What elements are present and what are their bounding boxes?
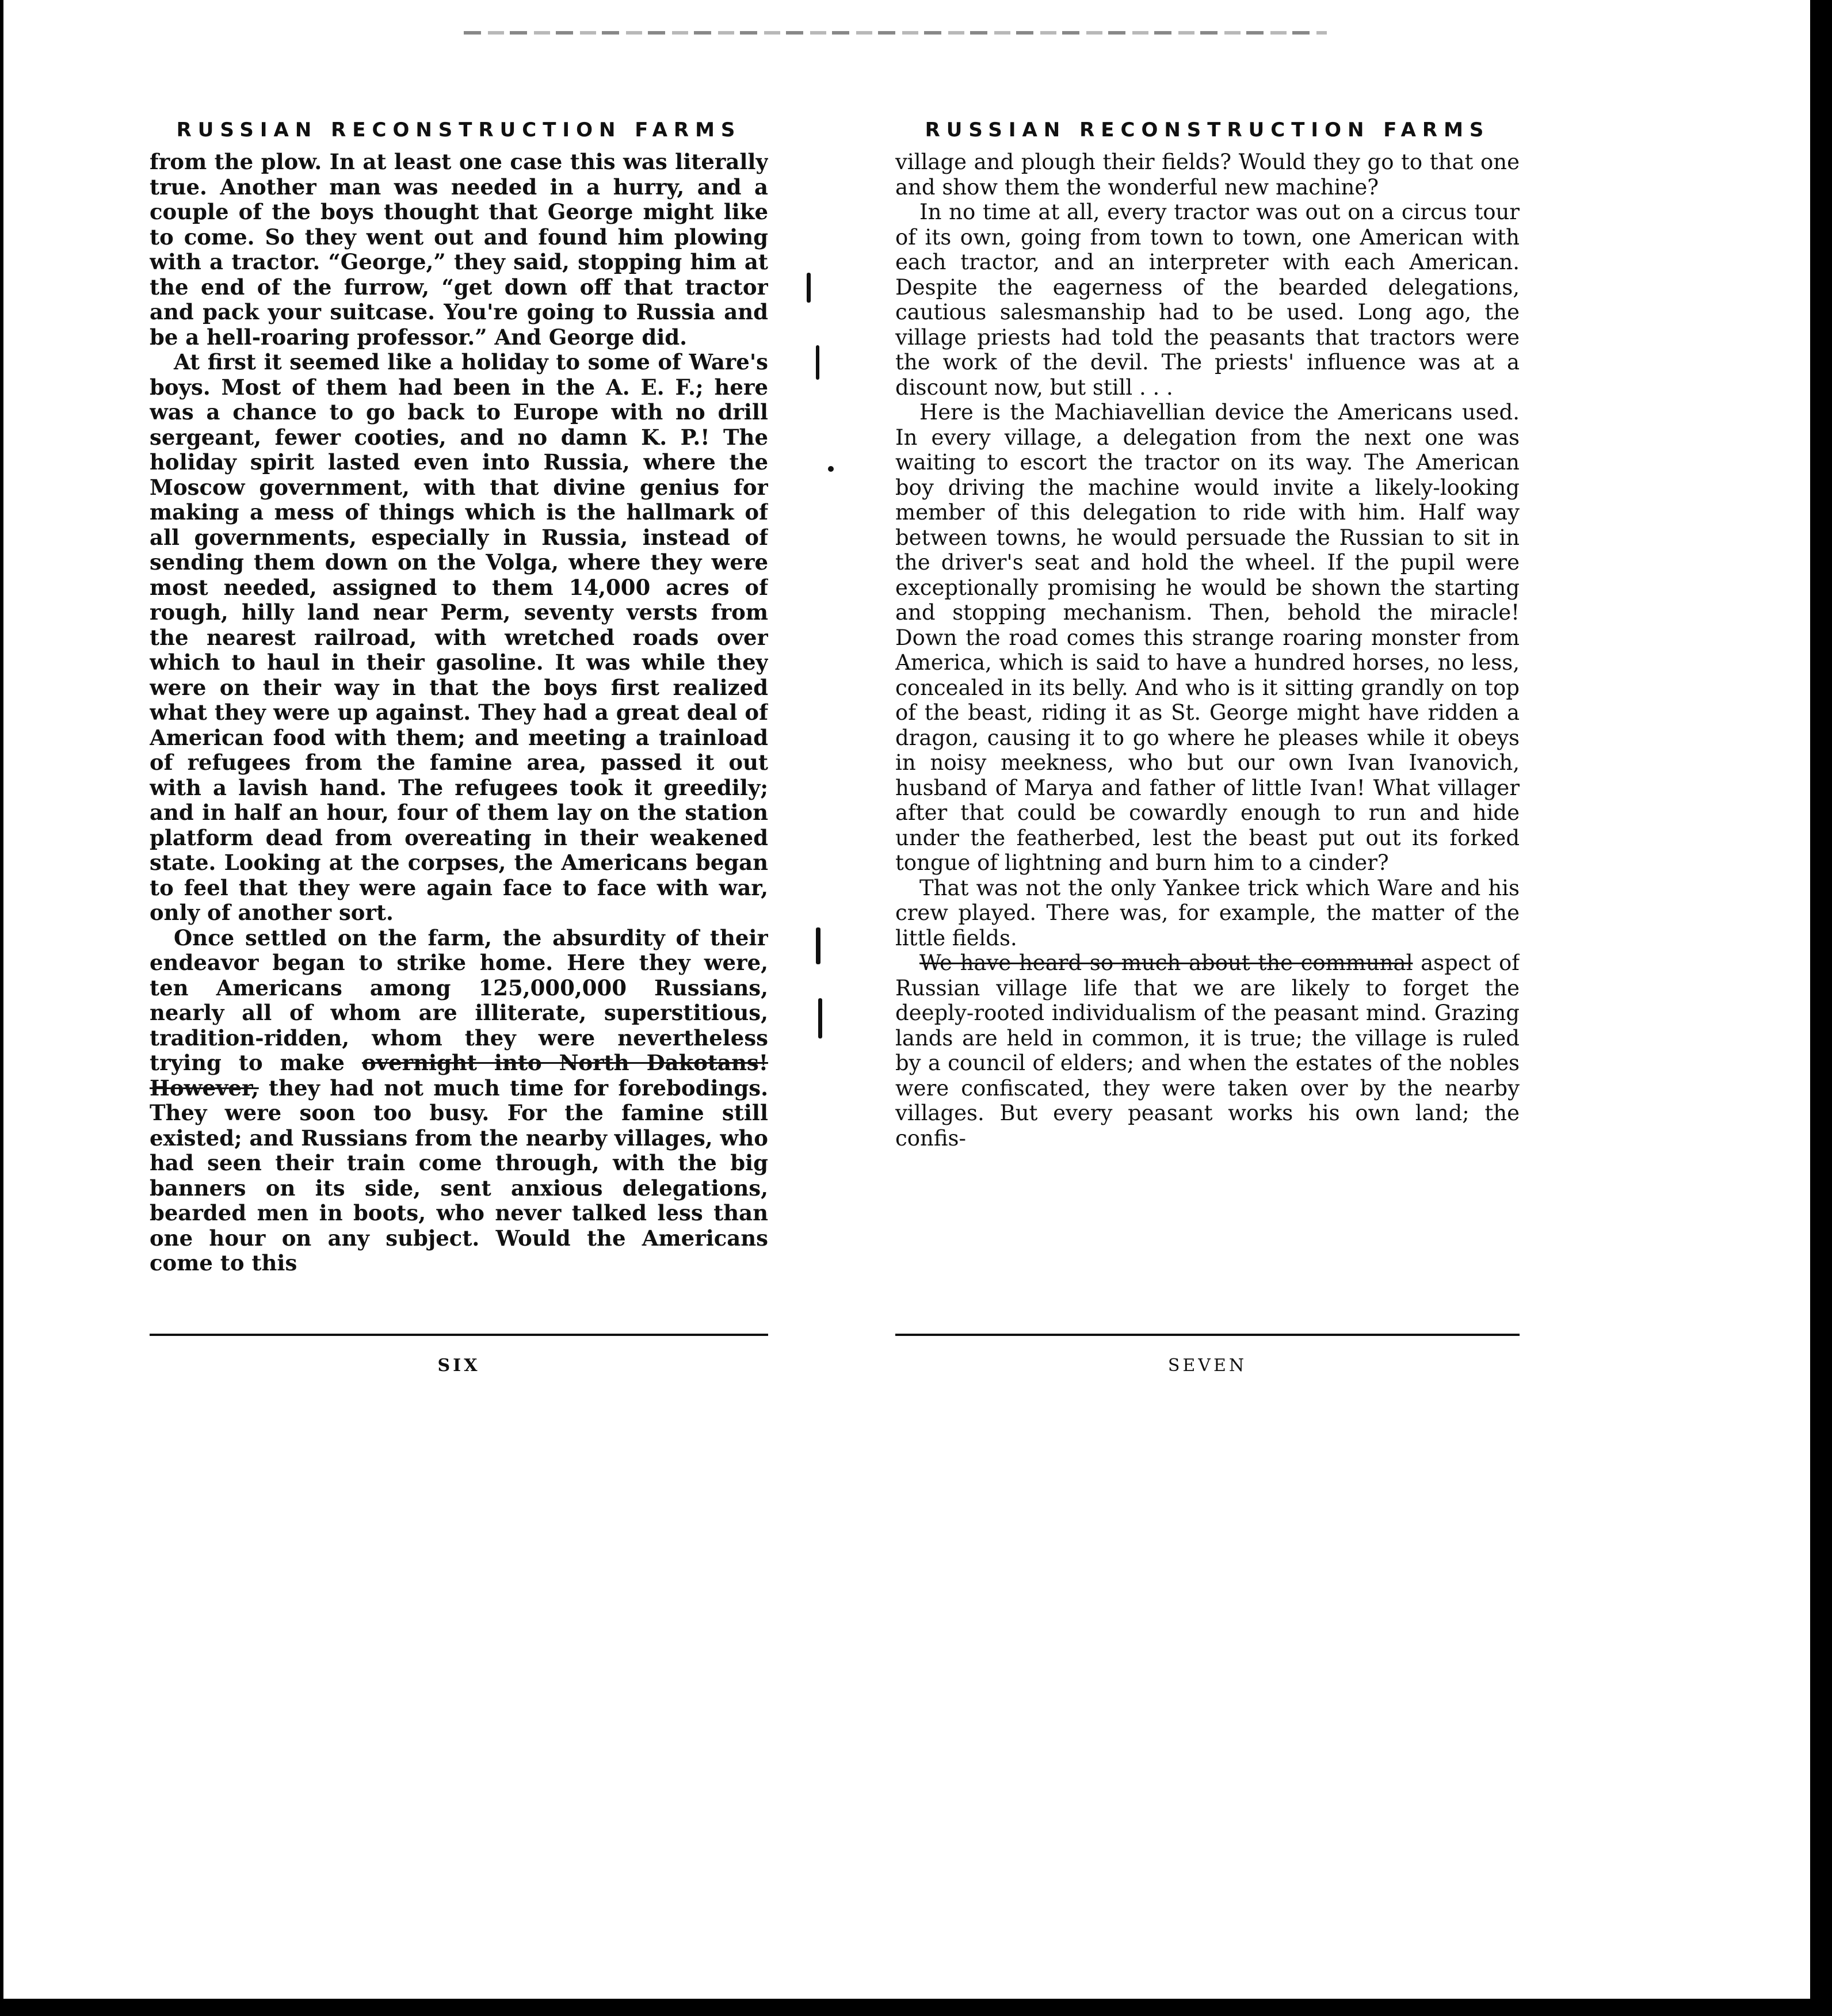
right-page bbox=[895, 115, 1520, 1376]
right-paragraph-5 bbox=[895, 950, 1520, 1151]
margin-mark bbox=[816, 345, 819, 380]
left-page bbox=[150, 115, 768, 1376]
left-paragraph-2: At first it seemed like a holiday to some of Ware's boys. Most of them had been in the A. E. F.; here was a chance to go back to Europe with no drill sergeant, fewer cooties, and no damn K. P.! The holiday spirit lasted even into Russia, where the Moscow government, with that divine genius for making a mess of things which is the hallmark of all governments, especially in Russia, instead of sending them down on the Volga, where they were most needed, assigned to them 14,000 acres of rough, hilly land near Perm, seventy versts from the nearest railroad, with wretched roads over which to haul in their gasoline. It was while they were on their way in that the boys first realized what they were up against. They had a great deal of American food with them; and meeting a trainload of refugees from the famine area, passed it out with a lavish hand. The refugees took it greedily; and in half an hour, four of them lay on the station platform dead from overeating in their weakened state. Looking at the corpses, the Americans began to feel that they were again face to face with war, only of another sort. bbox=[150, 349, 768, 925]
margin-mark bbox=[816, 927, 820, 964]
right-paragraph-3: Here is the Machiavellian device the Americans used. In every village, a delegation from the next one was waiting to escort the tractor on its way. The American boy driving the machine would invite a likely-looking member of this delegation to ride with him. Half way between towns, he would persuade the Russian to sit in the driver's seat and hold the wheel. If the pupil were exceptionally promising he would be shown the starting and stopping mechanism. Then, behold the miracle! Down the road comes this strange roaring monster from America, which is said to have a hundred horses, no less, concealed in its belly. And who is it sitting grandly on top of the beast, riding it as St. George might have ridden a dragon, causing it to go where he pleases while it obeys in noisy meekness, who but our own Ivan Ivanovich, husband of Marya and father of little Ivan! What villager after that could be cowardly enough to run and hide under the featherbed, lest the beast put out its forked tongue of lightning and burn him to a cinder? bbox=[895, 400, 1520, 875]
right-paragraph-4: That was not the only Yankee trick which Ware and his crew played. There was, for example, the matter of the little fields. bbox=[895, 875, 1520, 950]
margin-dot bbox=[828, 466, 834, 472]
left-running-head: RUSSIAN RECONSTRUCTION FARMS bbox=[176, 119, 742, 142]
struck-through-text: overnight into North Dakotans! However, bbox=[150, 1050, 768, 1101]
left-footer-rule bbox=[150, 1334, 768, 1336]
scan-artifact-line bbox=[464, 31, 1327, 35]
left-paragraph-3 bbox=[150, 926, 768, 1276]
right-running-head: RUSSIAN RECONSTRUCTION FARMS bbox=[925, 119, 1490, 142]
right-page-number: SEVEN bbox=[1167, 1356, 1247, 1376]
left-paragraph-3-start: Once settled on the farm, the absurdity of their endeavor began to strike home. Here they were, ten Americans among 125,000,000 Russians, nearly all of whom are illiterate, superstitious, tradition-ridden, whom they were nevertheless trying to make bbox=[150, 925, 768, 1075]
left-body-text bbox=[150, 150, 768, 1323]
left-page-number: SIX bbox=[437, 1356, 480, 1376]
right-footer-rule bbox=[895, 1334, 1520, 1336]
scanned-page bbox=[3, 0, 1810, 1999]
margin-mark bbox=[818, 998, 822, 1038]
right-paragraph-1: village and plough their fields? Would they go to that one and show them the wonderful new machine? bbox=[895, 150, 1520, 200]
right-paragraph-5-end: aspect of Russian village life that we are likely to forget the deeply-rooted individualism of the peasant mind. Grazing lands are held in common, it is true; the village is ruled by a council of elders; and when the estates of the nobles were confiscated, they were taken over by the nearby villages. But every peasant works his own land; the confis- bbox=[895, 950, 1520, 1151]
right-body-text bbox=[895, 150, 1520, 1323]
margin-mark bbox=[807, 273, 811, 303]
left-paragraph-1: from the plow. In at least one case this was literally true. Another man was needed in a hurry, and a couple of the boys thought that George might like to come. So they went out and found him plowing with a tractor. “George,” they said, stopping him at the end of the furrow, “get down off that tractor and pack your suitcase. You're going to Russia and be a hell-roaring professor.” And George did. bbox=[150, 150, 768, 350]
left-paragraph-3-end: they had not much time for forebodings. They were soon too busy. For the famine still existed; and Russians from the nearby villages, who had seen their train come through, with the big banners on its side, sent anxious delegations, bearded men in boots, who never talked less than one hour on any subject. Would the Americans come to this bbox=[150, 1075, 768, 1276]
struck-through-text: We have heard so much about the communal bbox=[919, 950, 1413, 975]
right-paragraph-2: In no time at all, every tractor was out on a circus tour of its own, going from town to town, one American with each tractor, and an interpreter with each American. Despite the eagerness of the bearded delegations, cautious salesmanship had to be used. Long ago, the village priests had told the peasants that tractors were the work of the devil. The priests' influence was at a discount now, but still . . . bbox=[895, 200, 1520, 400]
